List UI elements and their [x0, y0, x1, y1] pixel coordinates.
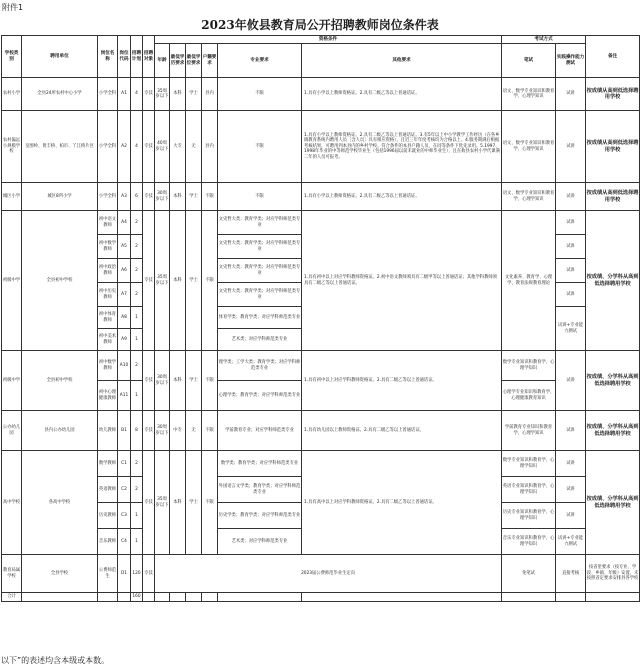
- cell-other: 1.具有小学以上教师资格证。2.具有二级乙等以上普通话证。3.有5年以上中小学教学工作经历（在各乡镇教育系统内聘用人员［含人员］具有相应资格），且近三年年度考核均为合格以上。4.服务期满后根据考核结果，可聘用到本县内的乡村学校。符合条件的本县户籍人员，在同等条件下优先录用。5.1997、1998年毕业的中等师范学校毕业生（包括1996届以前未就业的中师毕业生），且在攸县农村小学代课满二年的人员可报考。: [302, 111, 502, 183]
- header-post-name: 岗位名称: [98, 36, 118, 78]
- cell-major: 理学类；工学大类；教育学类；对应学科师范类专业: [218, 351, 302, 381]
- table-row: [2, 411, 640, 451]
- cell-other: 1.具有初中以上对应学科教师资格证。2.初中语文教师须具有二级甲等以上普通话证；其他学科教师须具有二级乙等以上普通话证。: [302, 211, 502, 351]
- cell-written: 音乐专业知识和教育学、心理学知识: [502, 529, 556, 555]
- cell-written: 英语专业知识和教育学、心理学知识: [502, 477, 556, 503]
- header-unit: 聘用单位: [22, 36, 98, 78]
- cell-degree: 学士: [186, 78, 202, 111]
- cell-code: B1: [118, 411, 131, 451]
- cell-remark: 按成绩、分学科从高到低选择聘用学校: [586, 351, 640, 411]
- header-written: 笔试: [502, 44, 556, 78]
- cell-unit: 城区8所小学: [22, 183, 98, 211]
- cell-plan: 1: [131, 329, 143, 351]
- cell-plan: 1: [131, 381, 143, 411]
- cell-edu: 本科: [170, 78, 186, 111]
- table-row: [2, 451, 640, 477]
- cell-remark: 按成绩从高到低选择聘用学校: [586, 111, 640, 183]
- cell-plan: 1: [131, 529, 143, 555]
- cell-household: 不限: [202, 411, 218, 451]
- cell-remark: 按省里要求（按专业、学段、乡镇、年级）安置，未按照省定要求安排县各学校: [586, 555, 640, 593]
- cell-age: 40周岁以下: [155, 111, 170, 183]
- header-education: 最低学历要求: [170, 44, 186, 78]
- cell-plan: 2: [131, 351, 143, 381]
- cell-edu: 中专: [170, 411, 186, 451]
- cell-household: 不限: [202, 451, 218, 555]
- cell-unit: 各高中学校: [22, 451, 98, 555]
- header-qualification: 资格条件: [155, 36, 502, 44]
- cell-written: 历史专业知识和教育学、心理学知识: [502, 503, 556, 529]
- footnote: 以下”的表述均含本级或本数。: [1, 656, 110, 665]
- cell-post: 小学全科: [98, 183, 118, 211]
- header-household: 户籍要求: [202, 44, 218, 78]
- cell-written: 学前教育专业知识和教育学、心理学知识: [502, 411, 556, 451]
- cell-code: A4: [118, 211, 131, 235]
- cell-major: 文史哲大类；教育学类；对应学科师范类专业: [218, 259, 302, 283]
- cell-code: A3: [118, 183, 131, 211]
- header-category: 学校类别: [2, 36, 22, 78]
- header-row-1: [2, 36, 640, 44]
- cell-other: 1.具有幼儿园以上教师资格证。2.具有二级乙等以上普通话证。: [302, 411, 502, 451]
- cell-unit: 全县24所农村中心小学: [22, 78, 98, 111]
- cell-major: 文史哲大类；教育学类；对应学科师范类专业: [218, 283, 302, 307]
- cell-edu: 本科: [170, 451, 186, 555]
- recruitment-table: [1, 35, 640, 602]
- cell-post: 小学全科: [98, 111, 118, 183]
- cell-written: 文化素养、教育学、心理学、教育法规教育理论: [502, 211, 556, 351]
- cell-practical: 试讲: [556, 78, 586, 111]
- table-row: [2, 78, 640, 111]
- cell-other: 1.具有初中以上对应学科教师资格证。2.具有二级乙等以上普通话证。: [302, 351, 502, 411]
- cell-post: 英语教师: [98, 477, 118, 503]
- cell-written: 语文、数学专业知识和教育学、心理学知识: [502, 183, 556, 211]
- cell-code: A6: [118, 259, 131, 283]
- cell-plan: 4: [131, 78, 143, 111]
- cell-plan: 2: [131, 211, 143, 235]
- cell-category: 教育局属学校: [2, 555, 22, 593]
- cell-post: 初中语文教师: [98, 211, 118, 235]
- cell-post: 初中体育教师: [98, 307, 118, 329]
- cell-code: A5: [118, 235, 131, 259]
- cell-remark: 按成绩、分学科从高到低选择聘用学校: [586, 411, 640, 451]
- cell-major: 历史学类；教育学类；对应学科师范类专业: [218, 503, 302, 529]
- header-other: 其他要求: [302, 44, 502, 78]
- cell-unit: 全县初中学校: [22, 351, 98, 411]
- cell-written: 免笔试: [502, 555, 556, 593]
- cell-target: 专技: [143, 451, 155, 555]
- cell-category: 公办幼儿园: [2, 411, 22, 451]
- cell-remark: 按成绩从高到低选择聘用学校: [586, 183, 640, 211]
- cell-category: 初级中学: [2, 211, 22, 351]
- cell-code: C3: [118, 503, 131, 529]
- header-plan: 招聘计划: [131, 36, 143, 78]
- header-remark: 备注: [586, 36, 640, 78]
- cell-major: 心理学类；教育学类；对应学科师范类专业: [218, 381, 302, 411]
- cell-edu: 本科: [170, 211, 186, 351]
- cell-major: 不限: [218, 183, 302, 211]
- cell-practical: 试讲: [556, 503, 586, 529]
- cell-plan: 1: [131, 503, 143, 529]
- cell-plan: 120: [131, 555, 143, 593]
- cell-age: 30周岁以下: [155, 351, 170, 411]
- cell-age: 30周岁以下: [155, 411, 170, 451]
- cell-age: 35周岁以下: [155, 211, 170, 351]
- cell-category: 农村偏远小规模学校: [2, 111, 22, 183]
- cell-category: 城区小学: [2, 183, 22, 211]
- cell-code: D1: [118, 555, 131, 593]
- cell-code: A11: [118, 381, 131, 411]
- cell-degree: 学士: [186, 351, 202, 411]
- cell-practical: 试讲: [556, 477, 586, 503]
- attachment-label: 附件1: [2, 3, 24, 12]
- cell-household: 不限: [202, 183, 218, 211]
- cell-post: 音乐教师: [98, 529, 118, 555]
- cell-written: 数学专业知识和教育学、心理学知识: [502, 451, 556, 477]
- cell-remark: 按成绩、分学科从高到低选择聘用学校: [586, 211, 640, 351]
- cell-major: 数学类；教育学类；对应学科师范类专业: [218, 451, 302, 477]
- header-exam: 考试方式: [502, 36, 586, 44]
- total-row: [2, 593, 640, 602]
- cell-target: 专技: [143, 351, 155, 411]
- cell-total-label: 合计: [2, 593, 22, 602]
- cell-degree: 学士: [186, 211, 202, 351]
- cell-target: 专技: [143, 211, 155, 351]
- cell-major: 艺术类；对应学科师范类专业: [218, 529, 302, 555]
- cell-unit: 县内公办幼儿园: [22, 411, 98, 451]
- document-title: 2023年攸县教育局公开招聘教师岗位条件表: [201, 18, 439, 32]
- cell-major: 文史哲大类；教育学类；对应学科师范类专业: [218, 235, 302, 259]
- cell-post: 初中数学教师: [98, 235, 118, 259]
- cell-practical: 试讲: [556, 451, 586, 477]
- cell-plan: 2: [131, 451, 143, 477]
- cell-degree: 无: [186, 111, 202, 183]
- cell-plan: 1: [131, 307, 143, 329]
- header-target: 招聘对象: [143, 36, 155, 78]
- cell-written: 语文、数学专业知识和教育学、心理学知识: [502, 78, 556, 111]
- table-row: [2, 351, 640, 381]
- cell-age: 35周岁以下: [155, 451, 170, 555]
- cell-category: 农村小学: [2, 78, 22, 111]
- cell-major: 体育学类；教育学类；对应学科师范类专业: [218, 307, 302, 329]
- cell-practical: 试讲: [556, 351, 586, 411]
- cell-major: 学前教育专业；对应学科师范类专业: [218, 411, 302, 451]
- cell-post: 数学教师: [98, 451, 118, 477]
- cell-plan: 4: [131, 111, 143, 183]
- cell-post: 初中美术教师: [98, 329, 118, 351]
- cell-practical: 试讲: [556, 235, 586, 259]
- cell-other: 1.具有小学以上教师资格证。2.具有二级乙等以上普通话证。: [302, 183, 502, 211]
- cell-edu: 本科: [170, 351, 186, 411]
- cell-household: 县内: [202, 78, 218, 111]
- cell-code: A7: [118, 283, 131, 307]
- cell-major: 外国语言文学类；教育学类；对应学科师范类专业: [218, 477, 302, 503]
- cell-edu: 本科: [170, 183, 186, 211]
- cell-major: 不限: [218, 78, 302, 111]
- cell-practical: 试讲: [556, 283, 586, 307]
- cell-remark: 按成绩、分学科从高到低选择聘用学校: [586, 451, 640, 555]
- header-age: 年龄: [155, 44, 170, 78]
- cell-major: 不限: [218, 111, 302, 183]
- cell-plan: 2: [131, 235, 143, 259]
- header-degree: 最低学位要求: [186, 44, 202, 78]
- cell-household: 县内: [202, 111, 218, 183]
- cell-other: 1.具有高中以上对应学科教师资格证。2.具有二级乙等以上普通话证。: [302, 451, 502, 555]
- cell-target: 专技: [143, 78, 155, 111]
- cell-post: 公费师范生: [98, 555, 118, 593]
- cell-major: 文史哲大类；教育学类；对应学科师范类专业: [218, 211, 302, 235]
- cell-degree: 学士: [186, 183, 202, 211]
- cell-target: 专技: [143, 111, 155, 183]
- cell-post: 历史教师: [98, 503, 118, 529]
- cell-code: A10: [118, 351, 131, 381]
- cell-written: 数学专业知识和教育学、心理学知识: [502, 351, 556, 381]
- cell-post: 初中政治教师: [98, 259, 118, 283]
- cell-post: 幼儿教师: [98, 411, 118, 451]
- cell-post: 初中历史教师: [98, 283, 118, 307]
- cell-practical: 试讲: [556, 111, 586, 183]
- cell-practical: 试讲: [556, 183, 586, 211]
- cell-edu: 大专: [170, 111, 186, 183]
- cell-target: 专技: [143, 411, 155, 451]
- cell-code: A1: [118, 78, 131, 111]
- cell-practical: 试讲+专业能力测试: [556, 529, 586, 555]
- cell-plan: 2: [131, 477, 143, 503]
- table-row: [2, 111, 640, 183]
- cell-category: 初级中学: [2, 351, 22, 411]
- cell-degree: 学士: [186, 451, 202, 555]
- cell-practical: 试讲: [556, 411, 586, 451]
- cell-post: 初中数学教师: [98, 351, 118, 381]
- cell-target: 专技: [143, 183, 155, 211]
- header-practical: 实践操作能力测试: [556, 44, 586, 78]
- header-major: 专业要求: [218, 44, 302, 78]
- cell-merged-conditions: 2023届公费师范毕业生定向: [155, 555, 502, 593]
- cell-written: 语文、数学专业知识和教育学、心理学知识: [502, 111, 556, 183]
- cell-household: 不限: [202, 351, 218, 411]
- cell-post: 小学全科: [98, 78, 118, 111]
- cell-code: C1: [118, 451, 131, 477]
- cell-major: 艺术类；对应学科师范类专业: [218, 329, 302, 351]
- cell-code: A9: [118, 329, 131, 351]
- table-row: [2, 211, 640, 235]
- cell-practical: 试讲: [556, 259, 586, 283]
- table-row: [2, 183, 640, 211]
- cell-practical: 试讲: [556, 211, 586, 235]
- cell-code: A2: [118, 111, 131, 183]
- cell-target: 专技: [143, 555, 155, 593]
- cell-degree: 无: [186, 411, 202, 451]
- cell-plan: 6: [131, 183, 143, 211]
- cell-unit: 全县初中学校: [22, 211, 98, 351]
- cell-age: 30周岁以下: [155, 183, 170, 211]
- cell-written: 心理学专业知识和教育学、心理健康教育知识: [502, 381, 556, 411]
- table-row: [2, 555, 640, 593]
- cell-remark: 按成绩从高到低选择聘用学校: [586, 78, 640, 111]
- cell-other: 1.具有小学以上教师资格证。2.具有二级乙等以上普通话证。: [302, 78, 502, 111]
- cell-code: A8: [118, 307, 131, 329]
- cell-practical: 直接考核: [556, 555, 586, 593]
- cell-household: 不限: [202, 211, 218, 351]
- cell-category: 高中学校: [2, 451, 22, 555]
- cell-total-plan: 160: [131, 593, 143, 602]
- cell-post: 初中心理健康教师: [98, 381, 118, 411]
- cell-age: 35周岁以下: [155, 78, 170, 111]
- cell-unit: 皇图岭、黄丰桥、柏市、丫江桥片区: [22, 111, 98, 183]
- cell-practical: 试讲+专业能力测试: [556, 307, 586, 351]
- cell-code: C2: [118, 477, 131, 503]
- cell-code: C4: [118, 529, 131, 555]
- cell-plan: 2: [131, 259, 143, 283]
- cell-plan: 2: [131, 283, 143, 307]
- cell-unit: 全县学校: [22, 555, 98, 593]
- cell-plan: 8: [131, 411, 143, 451]
- header-post-code: 岗位代码: [118, 36, 131, 78]
